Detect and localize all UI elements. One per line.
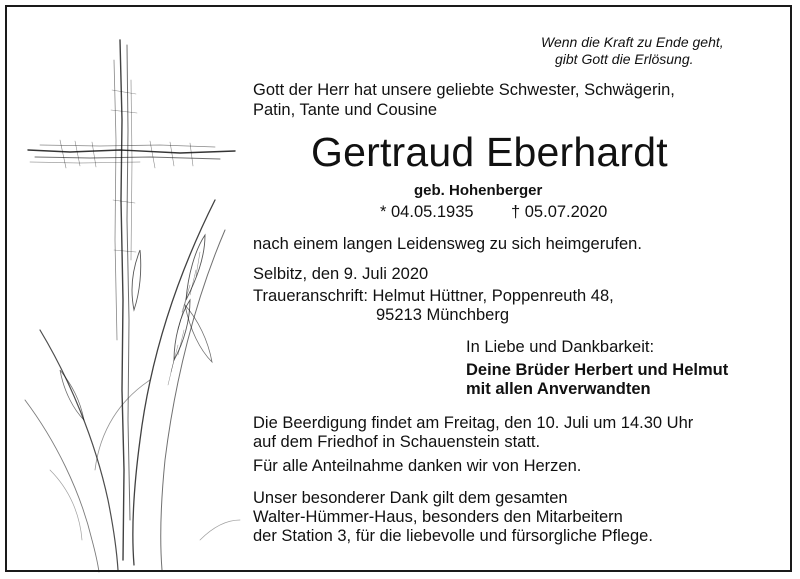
sketched-cross-with-wheat-icon	[0, 0, 260, 579]
thanks-line: Für alle Anteilnahme danken wir von Herzen.	[253, 457, 582, 475]
gratitude-line-2: Walter-Hümmer-Haus, besonders den Mitarbeitern	[253, 508, 623, 526]
signoff-line-1: Deine Brüder Herbert und Helmut	[466, 361, 729, 379]
mourning-address-line-1: Traueranschrift: Helmut Hüttner, Poppenreuth 48,	[253, 287, 614, 305]
gratitude-line-1: Unser besonderer Dank gilt dem gesamten	[253, 489, 568, 507]
mourning-address-line-2: 95213 Münchberg	[376, 306, 510, 324]
funeral-line-1: Die Beerdigung findet am Freitag, den 10. Juli um 14.30 Uhr	[253, 414, 694, 432]
signoff-intro: In Liebe und Dankbarkeit:	[466, 338, 655, 356]
funeral-line-2: auf dem Friedhof in Schauenstein statt.	[253, 433, 541, 451]
gratitude-line-3: der Station 3, für die liebevolle und fürsorgliche Pflege.	[253, 527, 653, 545]
intro-line-1: Gott der Herr hat unsere geliebte Schwester, Schwägerin,	[253, 81, 675, 99]
birth-date: * 04.05.1935	[380, 203, 474, 221]
maiden-name: geb. Hohenberger	[414, 182, 543, 199]
intro-line-2: Patin, Tante und Cousine	[253, 101, 438, 119]
called-home-text: nach einem langen Leidensweg zu sich heimgerufen.	[253, 235, 642, 253]
motto-line-2: gibt Gott die Erlösung.	[555, 51, 694, 67]
place-date: Selbitz, den 9. Juli 2020	[253, 265, 429, 283]
deceased-name: Gertraud Eberhardt	[311, 129, 668, 175]
death-date: † 05.07.2020	[511, 203, 608, 221]
signoff-line-2: mit allen Anverwandten	[466, 380, 651, 398]
motto-line-1: Wenn die Kraft zu Ende geht,	[541, 34, 724, 50]
